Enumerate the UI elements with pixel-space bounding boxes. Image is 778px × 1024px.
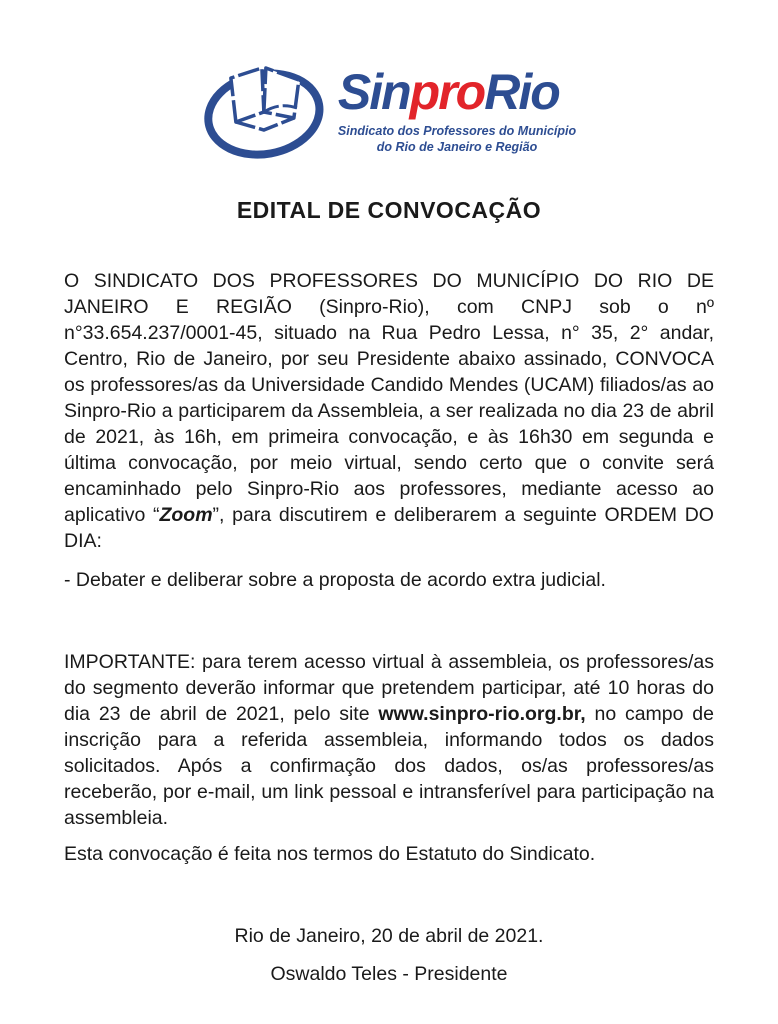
important-paragraph — [64, 649, 714, 831]
closing-statement — [64, 841, 714, 867]
logo-wordmark — [338, 66, 576, 119]
logo-tagline-line2: do Rio de Janeiro e Região — [376, 139, 538, 154]
text-segment: Rio de Janeiro, 20 de abril de 2021. — [234, 925, 544, 947]
logo-tagline — [338, 123, 576, 156]
signature-line — [64, 961, 714, 987]
body-paragraph-1 — [64, 268, 714, 554]
text-segment: O SINDICATO DOS PROFESSORES DO MUNICÍPIO DO RIO DE JANEIRO E REGIÃO (Sinpro-Rio), com CNPJ sob o nº n°33.654.237/0001-45, situado na Rua Pedro Lessa, n° 35, 2° andar, Centro, Rio de Janeiro, por seu Presidente abaixo assinado, CONVOCA os professores/as da Universidade Candido Mendes (UCAM) filiados/as ao Sinpro-Rio a participarem da Assembleia, a ser realizada no dia 23 de abril de 2021, às 16h, em primeira convocação, e às 16h30 em segunda e última convocação, por meio virtual, sendo certo que o convite será encaminhado pelo Sinpro-Rio aos professores, mediante acesso ao aplicativo “ — [64, 270, 714, 526]
order-of-day-item — [64, 567, 714, 593]
text-segment: no campo de inscrição para a referida assembleia, informando todos os dados solicitados. Após a confirmação dos dados, os/as professores/as receberão, por e-mail, um link pessoal e intransferível para participação na assembleia. — [64, 703, 714, 829]
text-segment: Oswaldo Teles - Presidente — [270, 963, 508, 985]
text-segment: IMPORTANTE: para terem acesso virtual à assembleia, os professores/as do segmento deverão informar que pretendem participar, até 10 horas do dia 23 de abril de 2021, pelo site — [64, 651, 714, 725]
text-segment: ”, para discutirem e deliberarem a seguinte ORDEM DO DIA: — [64, 504, 714, 552]
text-segment: - Debater e deliberar sobre a proposta de acordo extra judicial. — [64, 569, 606, 591]
wordmark-sin: Sin — [337, 64, 410, 120]
text-segment: Zoom — [159, 504, 213, 526]
document-body — [64, 268, 714, 987]
text-segment: www.sinpro-rio.org.br, — [378, 703, 586, 725]
open-book-icon — [202, 58, 328, 164]
date-line — [64, 923, 714, 949]
wordmark-rio: Rio — [484, 64, 559, 120]
text-segment: Esta convocação é feita nos termos do Estatuto do Sindicato. — [64, 843, 596, 865]
page-title: EDITAL DE CONVOCAÇÃO — [236, 197, 542, 223]
logo-tagline-line1: Sindicato dos Professores do Município — [337, 123, 577, 138]
wordmark-pro: pro — [409, 64, 485, 120]
sinpro-rio-logo — [202, 58, 576, 164]
logo-text — [338, 58, 576, 155]
